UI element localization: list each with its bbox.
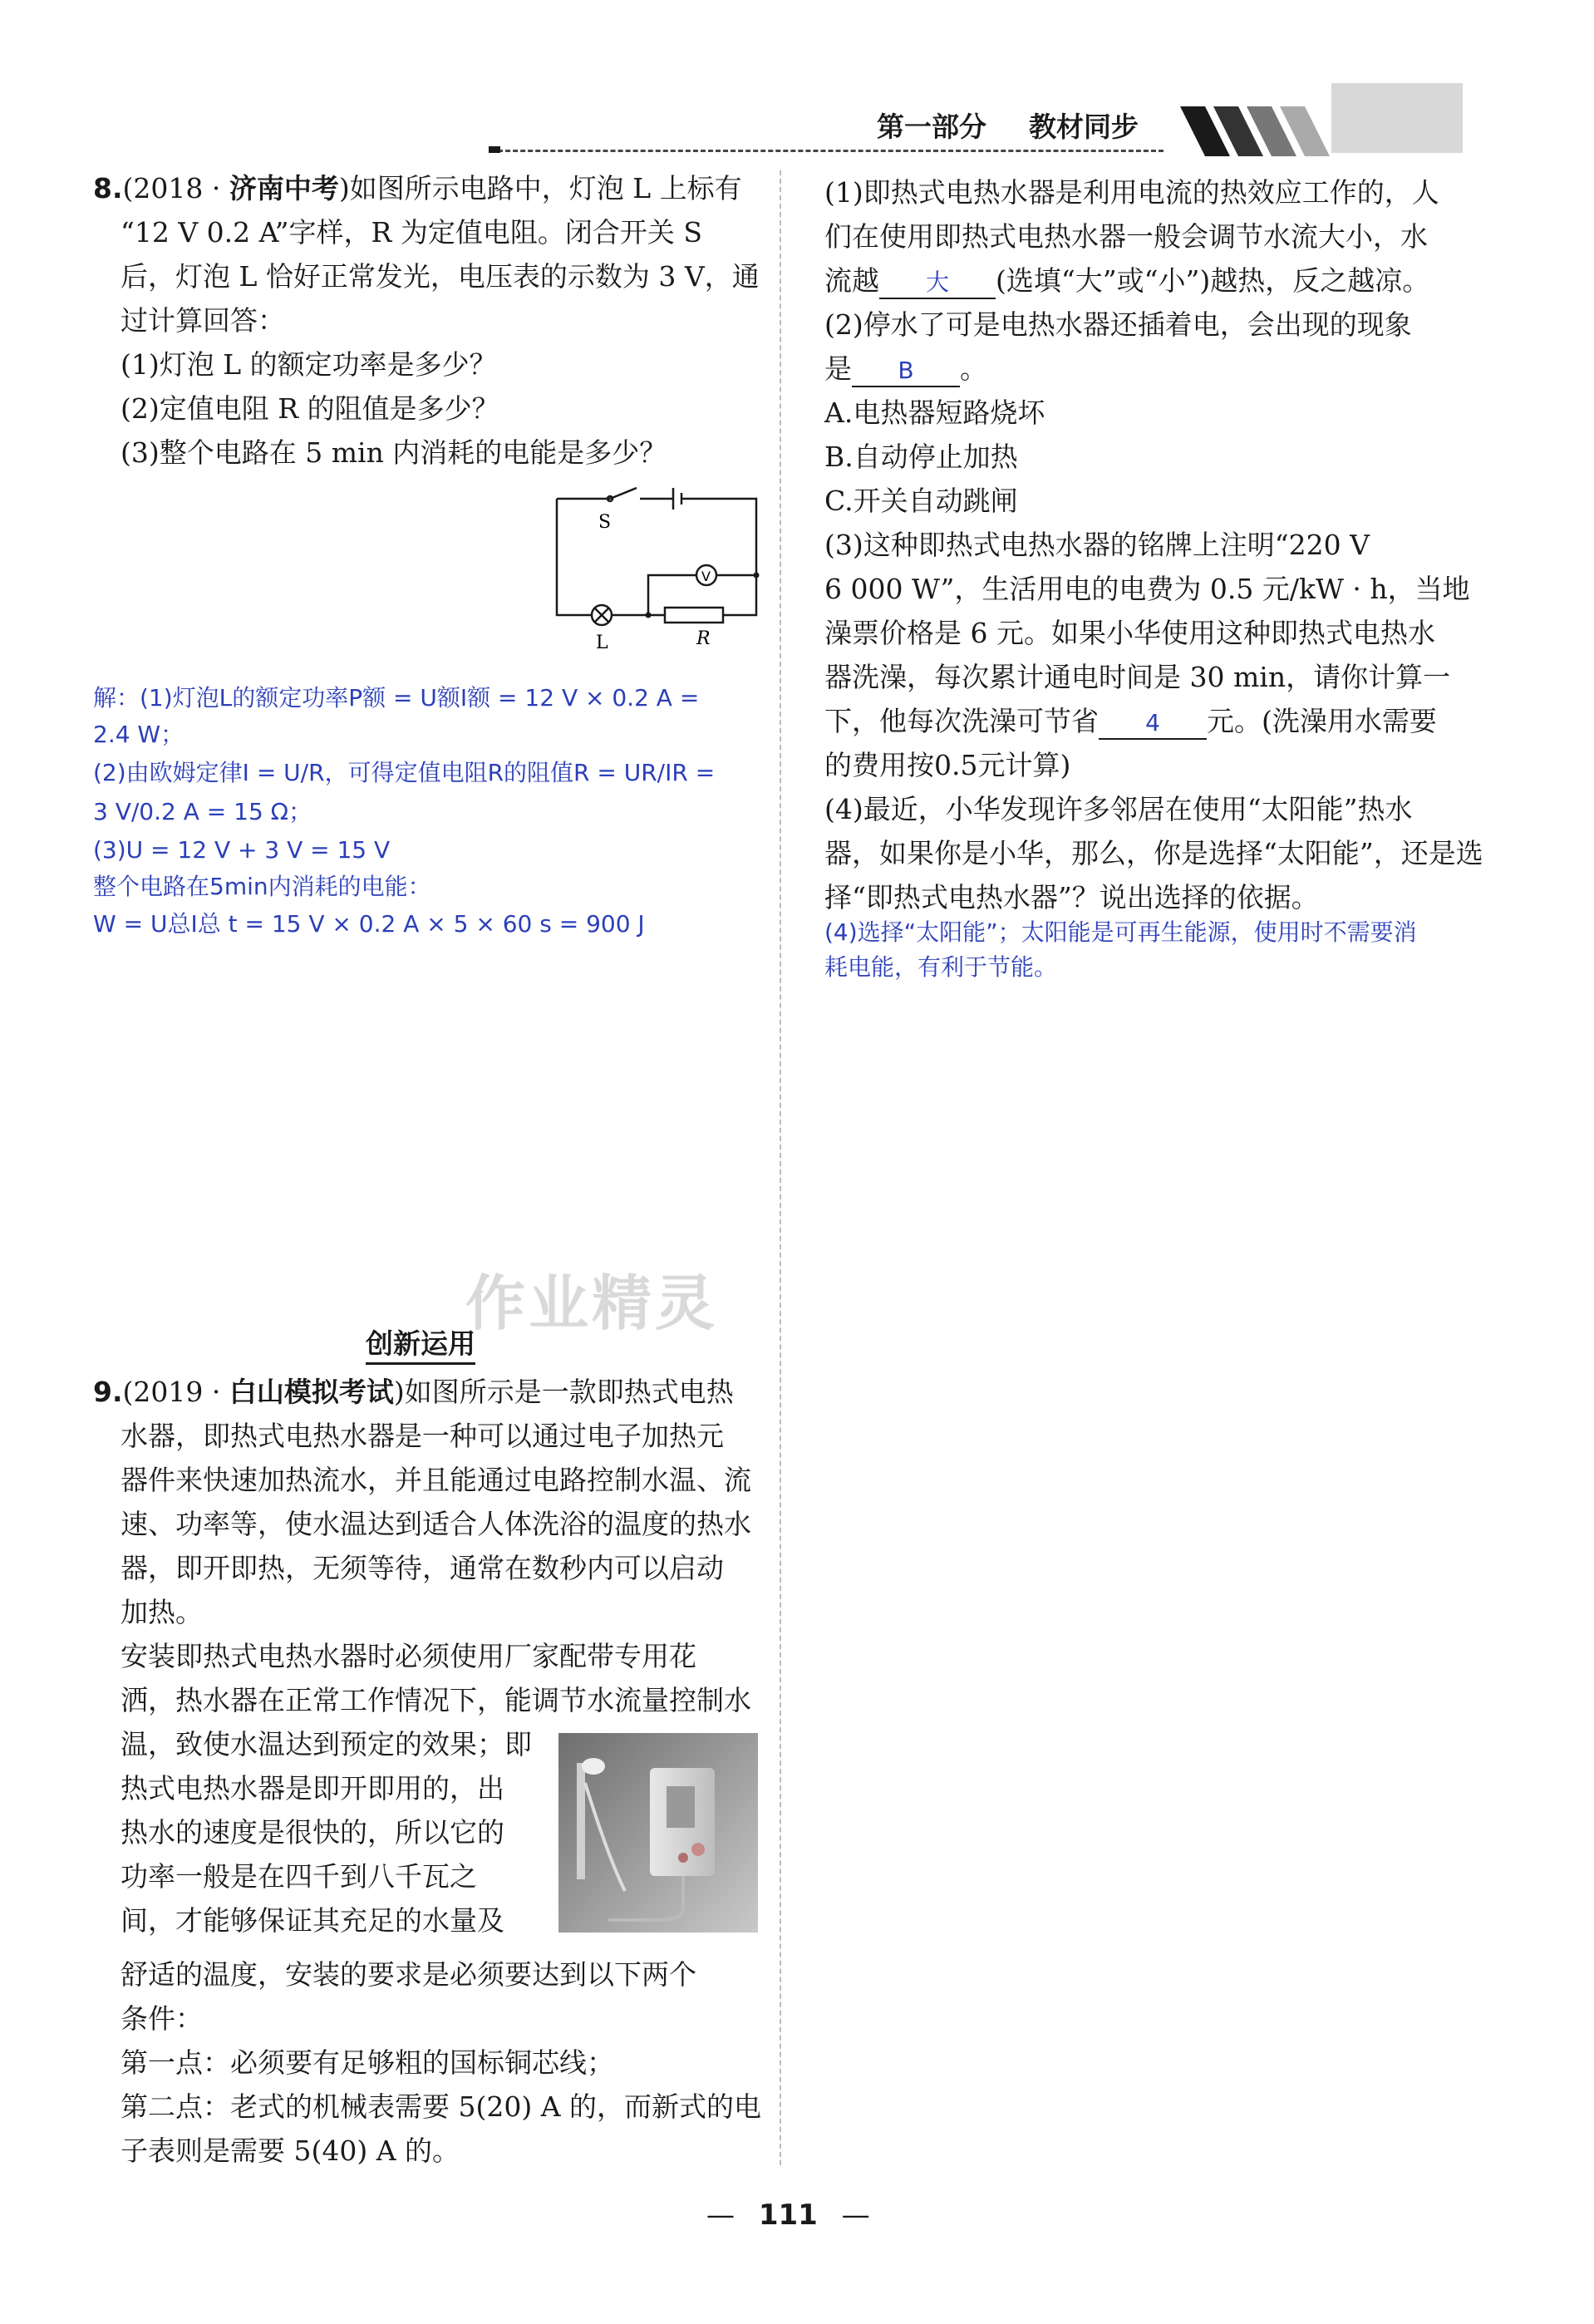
lamp-label: L <box>596 633 608 653</box>
q9-tail-line: 条件： <box>121 2002 203 2035</box>
header-section <box>877 105 1139 149</box>
header-section-label: 第一部分 <box>877 111 986 143</box>
header-mark <box>489 146 500 153</box>
q9-text-line: 加热。 <box>121 1596 203 1628</box>
r-p2-pre: 是 <box>824 352 852 385</box>
answer-blank-2[interactable]: B <box>852 356 960 387</box>
r-p4-answer: 耗电能，有利于节能。 <box>824 953 1058 981</box>
r-p4-line: 择“即热式电热水器”？说出选择的依据。 <box>824 881 1319 913</box>
r-p3-post: 元。(洗澡用水需要 <box>1207 705 1437 737</box>
q8-answer-line: (3)U = 12 V + 3 V = 15 V <box>93 836 391 864</box>
page-number-row <box>706 2194 870 2236</box>
dash-left: — <box>706 2198 735 2232</box>
q8-answer-line: W = U总I总 t = 15 V × 0.2 A × 5 × 60 s = 900 J <box>93 910 645 938</box>
header-stripes <box>1180 106 1330 156</box>
column-divider <box>780 170 781 2165</box>
q8-answer-line: 2.4 W； <box>93 721 184 748</box>
r-p3-blank-line <box>824 699 1437 743</box>
q9-number: 9. <box>93 1376 123 1408</box>
answer-blank-1[interactable]: 大 <box>879 268 996 299</box>
q8-text-line: 后，灯泡 L 恰好正常发光，电压表的示数为 3 V，通 <box>121 260 760 293</box>
q9-text-line: 洒，热水器在正常工作情况下，能调节水流量控制水 <box>121 1684 751 1716</box>
water-heater-photo <box>558 1733 758 1933</box>
q8-answer-line: 3 V/0.2 A = 15 Ω； <box>93 798 312 825</box>
q9-wrap-line: 间，才能够保证其充足的水量及 <box>121 1904 504 1937</box>
r-p3-pre: 下，他每次洗澡可节省 <box>824 705 1099 737</box>
q8-text-line: 如图所示电路中，灯泡 L 上标有 <box>349 172 742 204</box>
r-p2-line: (2)停水了可是电热水器还插着电，会出现的现象 <box>824 308 1412 341</box>
q9-text-line: 器，即开即热，无须等待，通常在数秒内可以启动 <box>121 1552 724 1584</box>
section-title: 创新运用 <box>366 1326 475 1365</box>
r-p3-line: 器洗澡，每次累计通电时间是 30 min，请你计算一 <box>824 661 1451 693</box>
q8-subq-1: (1)灯泡 L 的额定功率是多少？ <box>121 348 497 381</box>
q8-answer-line: 整个电路在5min内消耗的电能： <box>93 873 431 900</box>
page-number: 111 <box>758 2198 818 2232</box>
resistor-label: R <box>696 628 711 649</box>
r-option-c: C.开关自动跳闸 <box>824 485 1018 517</box>
switch-label: S <box>598 512 612 533</box>
header-subsection-label: 教材同步 <box>1029 111 1139 143</box>
r-p1-pre: 流越 <box>824 264 879 297</box>
dash-right: — <box>841 2198 870 2232</box>
r-option-a: A.电热器短路烧坏 <box>824 396 1045 429</box>
q9-first-line <box>93 1370 734 1414</box>
r-p1-line: 们在使用即热式电热水器一般会调节水流大小，水 <box>824 220 1428 253</box>
q9-text-line: 速、功率等，使水温达到适合人体洗浴的温度的热水 <box>121 1508 751 1540</box>
q9-source-close: ) <box>393 1376 405 1408</box>
r-p4-line: (4)最近，小华发现许多邻居在使用“太阳能”热水 <box>824 793 1413 825</box>
header-dash-line <box>490 150 1164 152</box>
q8-text-line: “12 V 0.2 A”字样，R 为定值电阻。闭合开关 S <box>121 216 702 249</box>
q8-subq-3: (3)整个电路在 5 min 内消耗的电能是多少？ <box>121 436 667 469</box>
r-p2-post: 。 <box>960 352 987 385</box>
q9-tail-line: 第二点：老式的机械表需要 5(20) A 的，而新式的电 <box>121 2090 762 2123</box>
r-p3-line: 6 000 W”，生活用电的电费为 0.5 元/kW · h，当地 <box>824 573 1470 605</box>
q9-wrap-line: 热水的速度是很快的，所以它的 <box>121 1816 504 1849</box>
q9-tail-line: 第一点：必须要有足够粗的国标铜芯线； <box>121 2046 614 2079</box>
q9-tail-line: 子表则是需要 5(40) A 的。 <box>121 2134 460 2167</box>
q9-text-line: 安装即热式电热水器时必须使用厂家配带专用花 <box>121 1640 696 1672</box>
q9-text-line: 器件来快速加热流水，并且能通过电路控制水温、流 <box>121 1464 751 1496</box>
q8-answer-line: 解：(1)灯泡L的额定功率P额 = U额I额 = 12 V × 0.2 A = <box>93 684 700 711</box>
r-p4-line: 器，如果你是小华，那么，你是选择“太阳能”，还是选 <box>824 837 1483 869</box>
q8-source-close: ) <box>338 172 350 204</box>
r-p3-line: 澡票价格是 6 元。如果小华使用这种即热式电热水 <box>824 617 1435 649</box>
q8-number: 8. <box>93 172 123 204</box>
r-p1-blank-line <box>824 258 1429 303</box>
q9-source: 白山模拟考试 <box>229 1376 394 1408</box>
q8-circuit-diagram <box>540 478 773 661</box>
watermark: 作业精灵 <box>465 1268 719 1338</box>
q9-text-line: 如图所示是一款即热式电热 <box>404 1376 734 1408</box>
q9-wrap-line: 热式电热水器是即开即用的，出 <box>121 1772 504 1805</box>
q8-subq-2: (2)定值电阻 R 的阻值是多少？ <box>121 392 499 425</box>
q9-text-line: 水器，即热式电热水器是一种可以通过电子加热元 <box>121 1420 724 1452</box>
q8-answer-line: (2)由欧姆定律I = U/R，可得定值电阻R的阻值R = UR/IR = <box>93 759 716 786</box>
q9-source-open: (2019 · <box>122 1376 229 1408</box>
q9-tail-line: 舒适的温度，安装的要求是必须要达到以下两个 <box>121 1958 696 1991</box>
r-p3-end: 的费用按0.5元计算) <box>824 749 1071 781</box>
answer-blank-3[interactable]: 4 <box>1099 708 1207 740</box>
q9-wrap-line: 功率一般是在四千到八千瓦之 <box>121 1860 477 1893</box>
q8-source-open: (2018 · <box>122 172 229 204</box>
header-watermark-box <box>1331 83 1463 153</box>
voltmeter-label: V <box>701 569 711 584</box>
r-p1-line: (1)即热式电热水器是利用电流的热效应工作的，人 <box>824 176 1439 209</box>
r-p3-line: (3)这种即热式电热水器的铭牌上注明“220 V <box>824 529 1370 561</box>
q8-text-line: 过计算回答： <box>121 304 285 337</box>
r-p2-blank-line <box>824 347 987 391</box>
r-p4-answer: (4)选择“太阳能”；太阳能是可再生能源，使用时不需要消 <box>824 918 1417 946</box>
q8-first-line <box>93 166 742 210</box>
q9-wrap-line: 温，致使水温达到预定的效果；即 <box>121 1728 532 1760</box>
r-option-b: B.自动停止加热 <box>824 441 1018 473</box>
q8-source: 济南中考 <box>229 172 339 204</box>
r-p1-post: (选填“大”或“小”)越热，反之越凉。 <box>996 264 1430 297</box>
